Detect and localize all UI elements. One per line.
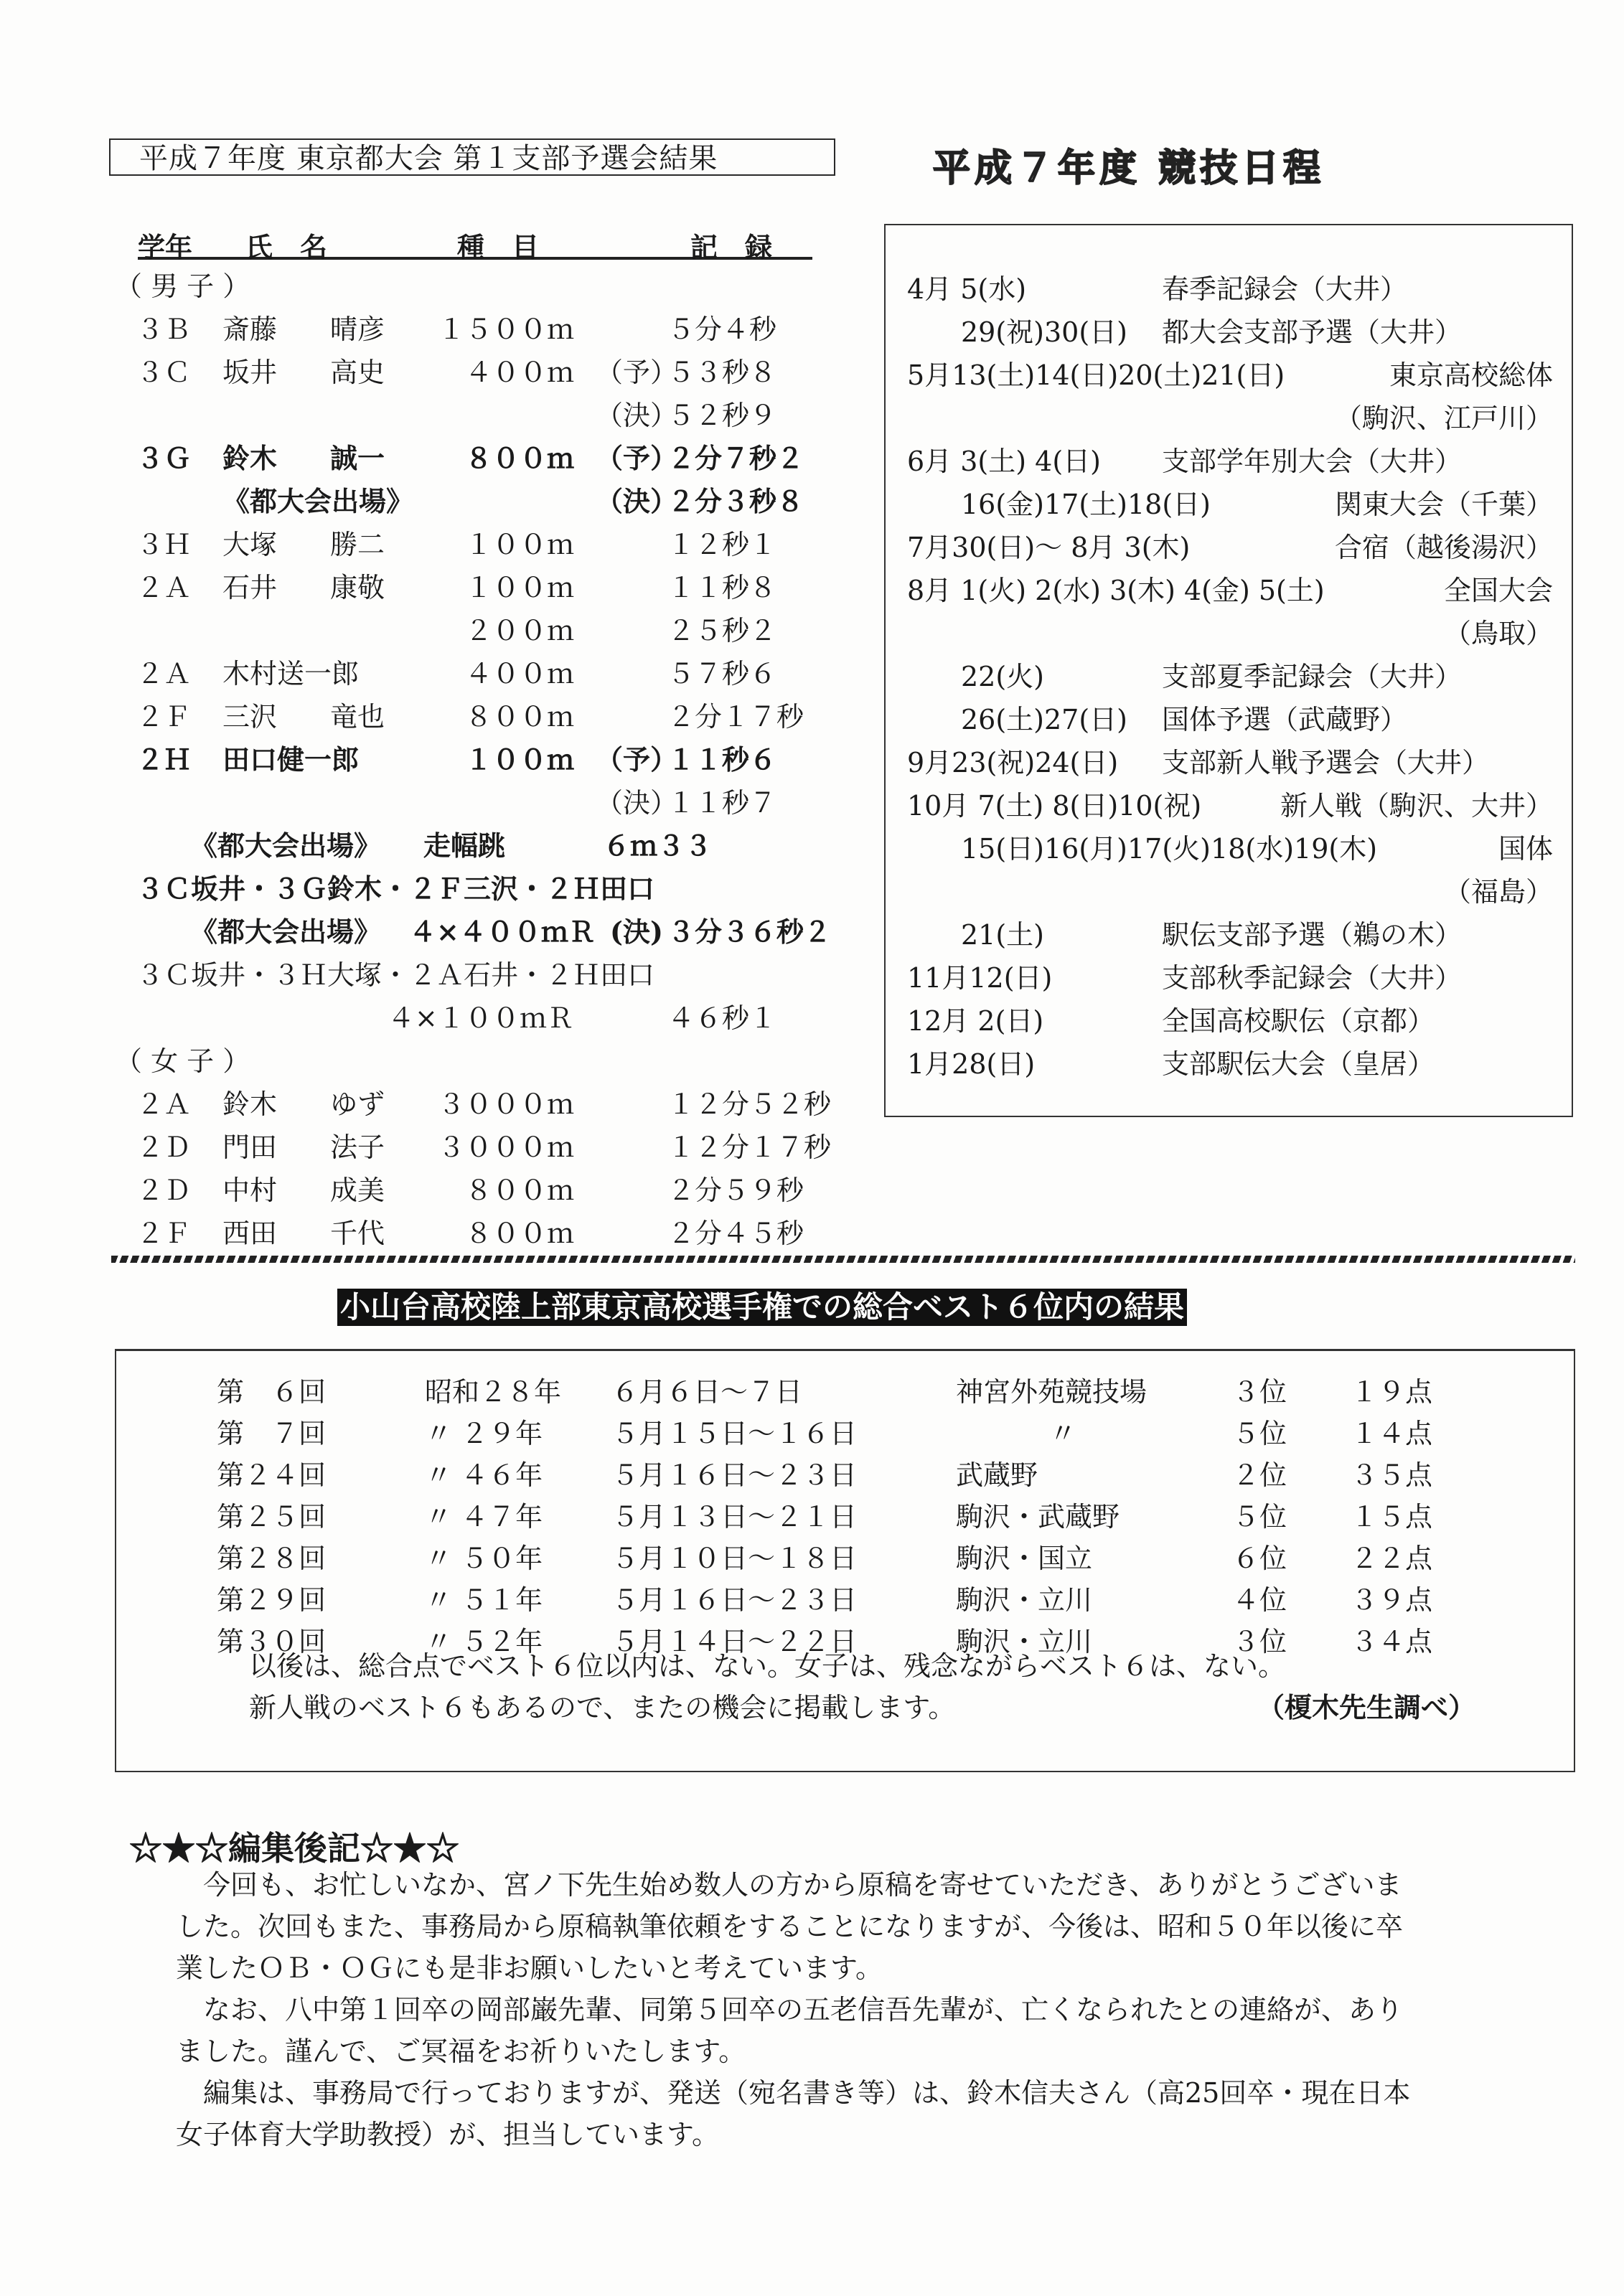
best6-year: 昭和２８年 [425,1376,562,1408]
best6-year: 〃 ４７年 [425,1501,543,1533]
result-record: ２分５９秒 [667,1175,804,1206]
schedule-event: 支部秋季記録会（大井） [1162,962,1463,994]
best6-venue: 駒沢・武蔵野 [956,1501,1120,1533]
result-surname: 《都大会出場》 [222,485,414,517]
result-event: ４×４００ｍＲ [409,916,596,948]
result-event: ４×１００ｍＲ [388,1002,574,1034]
schedule-item [886,354,1560,396]
schedule-date: 10月 7(土) 8(日)10(祝) [907,790,1202,822]
postscript-line: なお、八中第１回卒の岡部巌先輩、同第５回卒の五老信吾先輩が、亡くなられたとの連絡が、あり [176,1994,1404,2026]
result-grade: ２Ａ [136,1088,192,1120]
result-record: ２分７秒２ [667,442,804,474]
schedule-event: 国体 [1498,833,1553,865]
postscript-line: 女子体育大学助教授）が、担当しています。 [176,2119,719,2150]
schedule-event: 全国高校駅伝（京都） [1162,1005,1435,1037]
result-grade: ２Ｆ [136,701,192,733]
result-record: ３分３６秒２ [667,916,832,948]
schedule-event: 支部夏季記録会（大井） [1162,661,1463,692]
result-row [115,1126,868,1168]
section-divider [111,1256,1575,1263]
result-given-name: 誠一 [330,442,385,474]
best6-dates: ５月１３日～２１日 [611,1501,858,1533]
result-event: １００ｍ [464,529,574,560]
schedule-title: 平成７年度 競技日程 [933,146,1325,190]
result-surname: 大塚 [222,529,278,560]
schedule-item [886,914,1560,956]
schedule-item [886,527,1560,568]
result-round: (決) [610,916,663,948]
best6-dates: ５月１６日～２３日 [611,1459,858,1491]
best6-row [116,1496,1573,1538]
relay-1600-row [115,911,868,953]
best6-venue: 駒沢・立川 [956,1626,1093,1657]
schedule-item [886,742,1560,784]
results-column-headers [138,228,812,263]
result-event: １００ｍ [464,743,574,776]
postscript-body [176,1864,1539,2155]
best6-dates: ５月１６日～２３日 [611,1584,858,1616]
result-row [115,352,868,393]
schedule-event: 合宿（越後湯沢） [1334,532,1553,563]
qualified-label: 《都大会出場》 [190,916,382,948]
schedule-box [884,224,1573,1117]
best6-dates: ５月１０日～１８日 [611,1543,858,1574]
result-row [115,395,868,436]
schedule-item [886,957,1560,999]
best6-venue: 駒沢・立川 [956,1584,1093,1616]
result-record: １２分１７秒 [667,1131,832,1163]
schedule-date: 21(土) [961,919,1045,951]
result-row [115,567,868,608]
schedule-item [886,311,1560,353]
long-jump-row [115,825,868,867]
result-event: １５００ｍ [437,314,574,345]
result-event: ８００ｍ [464,1175,574,1206]
result-surname: 中村 [222,1175,278,1206]
best6-venue: 神宮外苑競技場 [956,1376,1147,1408]
schedule-event: 駅伝支部予選（鵜の木） [1162,919,1463,951]
result-record: ２５秒２ [667,615,777,646]
best6-points: ３９点 [1351,1584,1433,1616]
best6-row [116,1538,1573,1579]
result-record: １１秒６ [667,743,777,776]
schedule-date: 9月23(祝)24(日) [907,747,1119,778]
result-given-name: 勝二 [330,529,385,560]
relay-members: ３Ｃ坂井・３Ｇ鈴木・２Ｆ三沢・２Ｈ田口 [136,872,655,905]
schedule-item [886,268,1560,310]
schedule-item [886,1000,1560,1042]
schedule-date: 7月30(日)～ 8月 3(木) [907,532,1191,563]
result-record: ２分１７秒 [667,701,804,733]
schedule-item [886,441,1560,482]
best6-year: 〃 ４６年 [425,1459,543,1491]
schedule-event: 支部駅伝大会（皇居） [1162,1048,1435,1080]
result-grade: ２Ｄ [136,1131,192,1163]
result-row [115,653,868,695]
result-given-name: 千代 [330,1218,385,1249]
result-record: １２分５２秒 [667,1088,832,1120]
result-given-name: 竜也 [330,701,385,733]
schedule-event: 都大会支部予選（大井） [1162,316,1463,348]
schedule-event: 関東大会（千葉） [1334,489,1553,520]
schedule-date: 16(金)17(土)18(日) [961,489,1211,520]
result-given-name: 晴彦 [330,314,385,345]
result-record: ４６秒１ [667,1002,777,1034]
result-surname: 鈴木 [222,442,278,474]
result-surname: 斎藤 [222,314,278,345]
results-list: （ 男 子 ） ３Ｂ 斎藤 晴彦 １５００ｍ ５分４秒 ３Ｃ 坂井 高史 ４００ｍ （予） ５３秒８ （決） ５２秒９ ３Ｇ 鈴木 誠一 ８００ｍ （予） ２分７秒２ 《都大会出場》 （決） ２分３秒８ ３Ｈ 大塚 勝二 １００ｍ １２秒１ ２Ａ 石井 康敬 １００ｍ １１秒８ ２００ｍ ２５秒２ ２Ａ 木村送一郎 ４００ｍ ５７秒６ ２Ｆ 三沢 竜也 ８００ｍ ２分１７秒 ２Ｈ 田口健一郎 １００ｍ （予） １１秒６ （決） １１秒７ 《都大会出場》 走幅跳 ６ｍ３３ ３Ｃ坂井・３Ｇ鈴木・２Ｆ三沢・２Ｈ田口 《都大会出場》 ４×４００ｍＲ (決) ３分３６秒２ ３Ｃ坂井・３Ｈ大塚・２Ａ石井・２Ｈ田口 ４×１００ｍＲ ４６秒１ （ 女 子 ） ２Ａ 鈴木 ゆず ３０００ｍ １２分５２秒 ２Ｄ 門田 法子 ３０００ｍ １２分１７秒 ２Ｄ 中村 成美 ８００ｍ ２分５９秒 ２Ｆ 西田 千代 ８００ｍ ２分４５秒 [115,265,868,1241]
result-event: ４００ｍ [464,357,574,388]
postscript-line: 業したＯＢ・ＯＧにも是非お願いしたいと考えています。 [176,1952,883,1984]
result-surname: 木村送一郎 [222,658,360,690]
schedule-venue: （駒沢、江戸川） [1334,403,1553,434]
schedule-date: 4月 5(水) [907,273,1027,305]
best6-title: 小山台高校陸上部東京高校選手権での総合ベスト６位内の結果 [337,1289,1187,1326]
result-row [115,481,868,522]
result-row [115,610,868,651]
best6-edition: 第２４回 [217,1459,327,1491]
result-event: ４００ｍ [464,658,574,690]
result-round: （決） [596,400,678,431]
result-event: ８００ｍ [464,442,574,474]
result-round: （決） [596,787,678,819]
best6-rank: ５位 [1232,1418,1287,1449]
result-surname: 坂井 [222,357,278,388]
result-round: （予） [596,743,678,776]
result-grade: ３Ｃ [136,357,192,388]
result-surname: 鈴木 [222,1088,278,1120]
best6-points: １５点 [1351,1501,1433,1533]
schedule-item [886,397,1560,439]
result-grade: ３Ｂ [136,314,192,345]
best6-rank: ５位 [1232,1501,1287,1533]
result-given-name: 成美 [330,1175,385,1206]
best6-dates: ５月１５日～１６日 [611,1418,858,1449]
schedule-date: 11月12(日) [907,962,1053,994]
best6-rank: ２位 [1232,1459,1287,1491]
schedule-item [886,1043,1560,1085]
schedule-venue: （鳥取） [1443,618,1553,649]
schedule-item [886,785,1560,827]
best6-points: １４点 [1351,1418,1433,1449]
result-record: ５分４秒 [667,314,777,345]
schedule-event: 国体予選（武蔵野） [1162,704,1408,735]
schedule-event: 新人戦（駒沢、大井） [1280,790,1553,822]
schedule-date: 6月 3(土) 4(日) [907,446,1101,477]
result-record: ５２秒９ [667,400,777,431]
best6-year: 〃 ５０年 [425,1543,543,1574]
best6-year: 〃 ５１年 [425,1584,543,1616]
header-name: 氏 名 [245,231,328,263]
best6-note-1: 以後は、総合点でベスト６位以内は、ない。女子は、残念ながらベスト６は、ない。 [249,1650,1286,1682]
result-record: ５３秒８ [667,357,777,388]
schedule-date: 15(日)16(月)17(火)18(水)19(木) [961,833,1378,865]
schedule-item [886,699,1560,740]
results-title: 平成７年度 東京都大会 第１支部予選会結果 [109,138,835,176]
result-record: ２分３秒８ [667,485,804,517]
schedule-event: 支部新人戦予選会（大井） [1162,747,1490,778]
result-surname: 西田 [222,1218,278,1249]
result-given-name: 法子 [330,1131,385,1163]
best6-points: １９点 [1351,1376,1433,1408]
qualified-label: 《都大会出場》 [190,829,382,862]
schedule-item [886,656,1560,697]
best6-points: ２２点 [1351,1543,1433,1574]
result-grade: ２Ａ [136,572,192,603]
best6-edition: 第 ７回 [217,1418,327,1449]
result-surname: 三沢 [222,701,278,733]
header-record: 記 録 [690,231,773,263]
best6-points: ３５点 [1351,1459,1433,1491]
schedule-item [886,570,1560,611]
result-row [115,1083,868,1125]
best6-rank: ３位 [1232,1376,1287,1408]
result-record: １２秒１ [667,529,777,560]
result-row [115,309,868,350]
best6-dates: ５月１４日～２２日 [611,1626,858,1657]
result-row [115,438,868,479]
best6-rank: ４位 [1232,1584,1287,1616]
result-record: ２分４５秒 [667,1218,804,1249]
best6-year: 〃 ２９年 [425,1418,543,1449]
schedule-event: 全国大会 [1443,575,1553,606]
postscript-line: ました。謹んで、ご冥福をお祈りいたします。 [176,2036,746,2067]
result-grade: ３Ｈ [136,529,192,560]
section-label: （ 女 子 ） [115,1045,250,1077]
best6-note-2: 新人戦のベスト６もあるので、またの機会に掲載します。 [249,1692,956,1723]
result-round: （予） [596,442,678,474]
result-row [115,782,868,824]
result-row [115,696,868,738]
best6-edition: 第２９回 [217,1584,327,1616]
result-round: （予） [596,357,678,388]
result-row [115,1213,868,1254]
postscript-title: ☆★☆編集後記☆★☆ [129,1829,459,1868]
best6-dates: ６月６日～７日 [611,1376,803,1408]
result-record: ６ｍ３３ [603,829,713,862]
schedule-date: 5月13(土)14(日)20(土)21(日) [907,359,1285,391]
result-grade: ３Ｇ [136,442,192,474]
result-given-name: 高史 [330,357,385,388]
result-surname: 門田 [222,1131,278,1163]
result-surname: 石井 [222,572,278,603]
best6-box [115,1349,1575,1772]
result-event: ３０００ｍ [437,1131,574,1163]
best6-venue: 武蔵野 [956,1459,1038,1491]
best6-row [116,1413,1573,1454]
result-given-name: ゆず [330,1088,385,1120]
postscript-line: 今回も、お忙しいなか、宮ノ下先生始め数人の方から原稿を寄せていただき、ありがとうございま [176,1869,1402,1901]
result-grade: ２Ａ [136,658,192,690]
best6-edition: 第２８回 [217,1543,327,1574]
schedule-date: 22(火) [961,661,1045,692]
schedule-event: 春季記録会（大井） [1162,273,1408,305]
result-given-name: 康敬 [330,572,385,603]
schedule-event: 東京高校総体 [1389,359,1553,391]
schedule-item [886,871,1560,913]
result-row [115,739,868,781]
result-event: ２００ｍ [464,615,574,646]
relay-members: ３Ｃ坂井・３Ｈ大塚・２Ａ石井・２Ｈ田口 [136,959,655,991]
result-grade: ２Ｈ [136,743,192,776]
schedule-date: 1月28(日) [907,1048,1036,1080]
schedule-item [886,828,1560,870]
best6-year: 〃 ５２年 [425,1626,543,1657]
schedule-item [886,484,1560,525]
best6-edition: 第２５回 [217,1501,327,1533]
best6-rank: ３位 [1232,1626,1287,1657]
result-event: １００ｍ [464,572,574,603]
best6-credit: （榎木先生調べ） [1257,1691,1476,1723]
schedule-date: 29(祝)30(日) [961,316,1128,348]
best6-venue: 〃 [1049,1418,1077,1449]
result-row [115,524,868,565]
header-event: 種 目 [457,231,540,263]
result-event: ３０００ｍ [437,1088,574,1120]
best6-points: ３４点 [1351,1626,1433,1657]
postscript-line: 編集は、事務局で行っておりますが、発送（宛名書き等）は、鈴木信夫さん（高25回卒・現在日本 [176,2077,1411,2109]
result-record: １１秒８ [667,572,777,603]
result-grade: ２Ｄ [136,1175,192,1206]
schedule-venue: （福島） [1443,876,1553,908]
schedule-event: 支部学年別大会（大井） [1162,446,1463,477]
schedule-item [886,613,1560,654]
schedule-date: 26(土)27(日) [961,704,1128,735]
best6-row [116,1579,1573,1621]
best6-row [116,1454,1573,1496]
best6-edition: 第 ６回 [217,1376,327,1408]
result-event: 走幅跳 [423,829,506,862]
best6-row [116,1371,1573,1413]
best6-venue: 駒沢・国立 [956,1543,1093,1574]
result-round: （決） [596,485,678,517]
result-grade: ２Ｆ [136,1218,192,1249]
best6-rank: ６位 [1232,1543,1287,1574]
header-grade: 学年 [138,231,193,263]
result-event: ８００ｍ [464,701,574,733]
relay-400-row [115,997,868,1039]
best6-edition: 第３０回 [217,1626,327,1657]
schedule-date: 8月 1(火) 2(水) 3(木) 4(金) 5(土) [907,575,1325,606]
schedule-date: 12月 2(日) [907,1005,1044,1037]
postscript-line: した。次回もまた、事務局から原稿執筆依頼をすることになりますが、今後は、昭和５０年以後に卒 [176,1911,1404,1942]
result-event: ８００ｍ [464,1218,574,1249]
result-surname: 田口健一郎 [222,743,360,776]
result-row [115,1170,868,1211]
result-record: ５７秒６ [667,658,777,690]
result-record: １１秒７ [667,787,777,819]
